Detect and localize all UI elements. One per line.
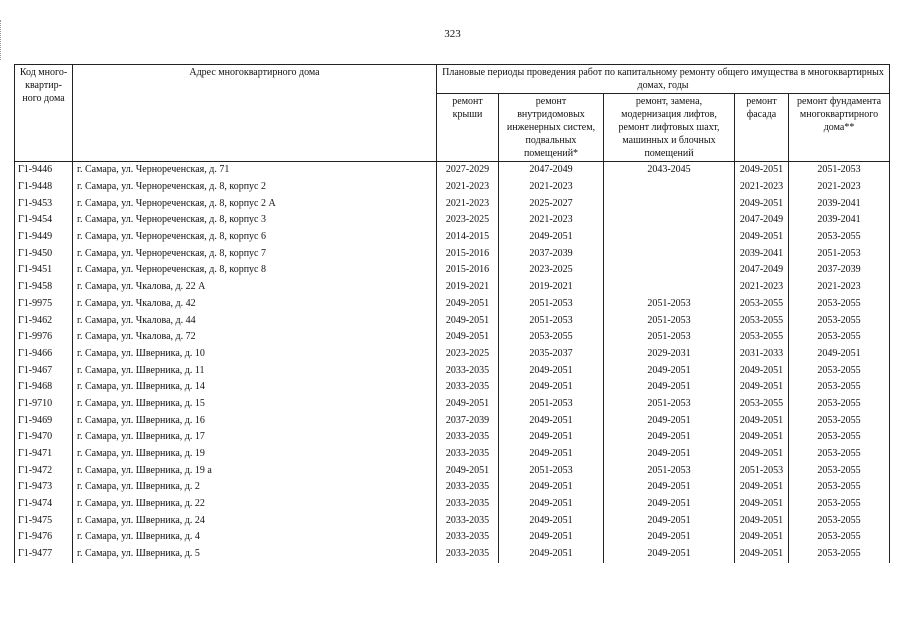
internal-systems-cell: 2049-2051 [499, 446, 604, 463]
foundation-cell: 2037-2039 [789, 262, 890, 279]
facade-cell: 2021-2023 [735, 179, 789, 196]
code-cell: Г1-9454 [15, 212, 73, 229]
code-cell: Г1-9451 [15, 262, 73, 279]
foundation-cell: 2053-2055 [789, 496, 890, 513]
code-cell: Г1-9472 [15, 462, 73, 479]
header-internal-systems: ремонт внутридомовых инженерных систем, подвальных помещений* [499, 94, 604, 162]
facade-cell: 2049-2051 [735, 195, 789, 212]
lifts-cell: 2049-2051 [604, 379, 735, 396]
internal-systems-cell: 2049-2051 [499, 362, 604, 379]
facade-cell: 2039-2041 [735, 245, 789, 262]
header-lifts: ремонт, замена, модернизация лифтов, ремонт лифтовых шахт, машинных и блочных помещений [604, 94, 735, 162]
address-cell: г. Самара, ул. Шверника, д. 16 [73, 412, 437, 429]
address-cell: г. Самара, ул. Шверника, д. 15 [73, 396, 437, 413]
facade-cell: 2049-2051 [735, 379, 789, 396]
internal-systems-cell: 2049-2051 [499, 412, 604, 429]
foundation-cell: 2053-2055 [789, 479, 890, 496]
table-row [15, 396, 890, 413]
foundation-cell: 2053-2055 [789, 296, 890, 313]
lifts-cell [604, 179, 735, 196]
facade-cell: 2049-2051 [735, 479, 789, 496]
facade-cell: 2049-2051 [735, 229, 789, 246]
internal-systems-cell: 2023-2025 [499, 262, 604, 279]
code-cell: Г1-9475 [15, 512, 73, 529]
address-cell: г. Самара, ул. Чернореченская, д. 8, корпус 2 А [73, 195, 437, 212]
roof-cell: 2015-2016 [437, 245, 499, 262]
header-address: Адрес многоквартирного дома [73, 65, 437, 162]
facade-cell: 2049-2051 [735, 162, 789, 179]
table-row [15, 212, 890, 229]
internal-systems-cell: 2035-2037 [499, 346, 604, 363]
facade-cell: 2049-2051 [735, 412, 789, 429]
internal-systems-cell: 2037-2039 [499, 245, 604, 262]
foundation-cell: 2053-2055 [789, 379, 890, 396]
address-cell: г. Самара, ул. Чернореченская, д. 8, корпус 8 [73, 262, 437, 279]
page-number: 323 [444, 28, 461, 40]
foundation-cell: 2039-2041 [789, 195, 890, 212]
foundation-cell: 2051-2053 [789, 245, 890, 262]
foundation-cell: 2053-2055 [789, 462, 890, 479]
repair-schedule-table [14, 64, 890, 563]
foundation-cell: 2051-2053 [789, 162, 890, 179]
code-cell: Г1-9469 [15, 412, 73, 429]
roof-cell: 2049-2051 [437, 312, 499, 329]
internal-systems-cell: 2049-2051 [499, 546, 604, 563]
lifts-cell: 2049-2051 [604, 446, 735, 463]
internal-systems-cell: 2049-2051 [499, 529, 604, 546]
code-cell: Г1-9466 [15, 346, 73, 363]
code-cell: Г1-9450 [15, 245, 73, 262]
header-facade: ремонт фасада [735, 94, 789, 162]
table-row [15, 429, 890, 446]
code-cell: Г1-9462 [15, 312, 73, 329]
internal-systems-cell: 2021-2023 [499, 179, 604, 196]
roof-cell: 2033-2035 [437, 479, 499, 496]
facade-cell: 2031-2033 [735, 346, 789, 363]
header-foundation: ремонт фундамента многоквартирного дома** [789, 94, 890, 162]
foundation-cell: 2053-2055 [789, 229, 890, 246]
internal-systems-cell: 2021-2023 [499, 212, 604, 229]
code-cell: Г1-9453 [15, 195, 73, 212]
internal-systems-cell: 2049-2051 [499, 429, 604, 446]
roof-cell: 2049-2051 [437, 329, 499, 346]
facade-cell: 2049-2051 [735, 512, 789, 529]
code-cell: Г1-9446 [15, 162, 73, 179]
address-cell: г. Самара, ул. Шверника, д. 19 [73, 446, 437, 463]
code-cell: Г1-9473 [15, 479, 73, 496]
internal-systems-cell: 2047-2049 [499, 162, 604, 179]
lifts-cell: 2051-2053 [604, 329, 735, 346]
roof-cell: 2019-2021 [437, 279, 499, 296]
lifts-cell [604, 229, 735, 246]
code-cell: Г1-9474 [15, 496, 73, 513]
foundation-cell: 2049-2051 [789, 346, 890, 363]
internal-systems-cell: 2051-2053 [499, 296, 604, 313]
facade-cell: 2047-2049 [735, 262, 789, 279]
facade-cell: 2021-2023 [735, 279, 789, 296]
roof-cell: 2014-2015 [437, 229, 499, 246]
foundation-cell: 2053-2055 [789, 529, 890, 546]
table-row [15, 296, 890, 313]
lifts-cell: 2049-2051 [604, 496, 735, 513]
roof-cell: 2021-2023 [437, 179, 499, 196]
lifts-cell: 2029-2031 [604, 346, 735, 363]
internal-systems-cell: 2049-2051 [499, 229, 604, 246]
roof-cell: 2021-2023 [437, 195, 499, 212]
internal-systems-cell: 2053-2055 [499, 329, 604, 346]
code-cell: Г1-9449 [15, 229, 73, 246]
internal-systems-cell: 2019-2021 [499, 279, 604, 296]
address-cell: г. Самара, ул. Шверника, д. 24 [73, 512, 437, 529]
roof-cell: 2015-2016 [437, 262, 499, 279]
table-header [15, 65, 890, 162]
facade-cell: 2053-2055 [735, 296, 789, 313]
facade-cell: 2053-2055 [735, 312, 789, 329]
facade-cell: 2049-2051 [735, 529, 789, 546]
scan-artifact [0, 20, 5, 60]
foundation-cell: 2053-2055 [789, 412, 890, 429]
table-row [15, 195, 890, 212]
roof-cell: 2033-2035 [437, 512, 499, 529]
roof-cell: 2049-2051 [437, 462, 499, 479]
lifts-cell: 2051-2053 [604, 312, 735, 329]
foundation-cell: 2053-2055 [789, 312, 890, 329]
internal-systems-cell: 2051-2053 [499, 312, 604, 329]
table-row [15, 162, 890, 179]
facade-cell: 2049-2051 [735, 429, 789, 446]
roof-cell: 2033-2035 [437, 496, 499, 513]
address-cell: г. Самара, ул. Чкалова, д. 22 А [73, 279, 437, 296]
facade-cell: 2049-2051 [735, 446, 789, 463]
code-cell: Г1-9458 [15, 279, 73, 296]
address-cell: г. Самара, ул. Шверника, д. 2 [73, 479, 437, 496]
lifts-cell [604, 262, 735, 279]
lifts-cell [604, 195, 735, 212]
table-row [15, 462, 890, 479]
foundation-cell: 2039-2041 [789, 212, 890, 229]
code-cell: Г1-9477 [15, 546, 73, 563]
lifts-cell: 2049-2051 [604, 429, 735, 446]
roof-cell: 2049-2051 [437, 296, 499, 313]
foundation-cell: 2053-2055 [789, 329, 890, 346]
roof-cell: 2033-2035 [437, 429, 499, 446]
roof-cell: 2023-2025 [437, 346, 499, 363]
address-cell: г. Самара, ул. Шверника, д. 11 [73, 362, 437, 379]
facade-cell: 2049-2051 [735, 362, 789, 379]
table-row [15, 179, 890, 196]
address-cell: г. Самара, ул. Шверника, д. 22 [73, 496, 437, 513]
code-cell: Г1-9448 [15, 179, 73, 196]
address-cell: г. Самара, ул. Шверника, д. 5 [73, 546, 437, 563]
lifts-cell: 2051-2053 [604, 462, 735, 479]
address-cell: г. Самара, ул. Чернореченская, д. 71 [73, 162, 437, 179]
address-cell: г. Самара, ул. Шверника, д. 14 [73, 379, 437, 396]
address-cell: г. Самара, ул. Чкалова, д. 44 [73, 312, 437, 329]
facade-cell: 2053-2055 [735, 396, 789, 413]
table-row [15, 362, 890, 379]
code-cell: Г1-9976 [15, 329, 73, 346]
address-cell: г. Самара, ул. Шверника, д. 19 а [73, 462, 437, 479]
foundation-cell: 2021-2023 [789, 279, 890, 296]
lifts-cell [604, 212, 735, 229]
table-row [15, 379, 890, 396]
table-row [15, 329, 890, 346]
address-cell: г. Самара, ул. Чернореченская, д. 8, корпус 7 [73, 245, 437, 262]
table-row [15, 312, 890, 329]
lifts-cell: 2049-2051 [604, 362, 735, 379]
table-row [15, 245, 890, 262]
foundation-cell: 2053-2055 [789, 362, 890, 379]
internal-systems-cell: 2049-2051 [499, 379, 604, 396]
facade-cell: 2047-2049 [735, 212, 789, 229]
roof-cell: 2037-2039 [437, 412, 499, 429]
internal-systems-cell: 2025-2027 [499, 195, 604, 212]
facade-cell: 2051-2053 [735, 462, 789, 479]
header-code: Код много-квартир-ного дома [15, 65, 73, 162]
roof-cell: 2027-2029 [437, 162, 499, 179]
code-cell: Г1-9476 [15, 529, 73, 546]
foundation-cell: 2053-2055 [789, 512, 890, 529]
foundation-cell: 2053-2055 [789, 546, 890, 563]
lifts-cell: 2043-2045 [604, 162, 735, 179]
address-cell: г. Самара, ул. Чкалова, д. 72 [73, 329, 437, 346]
code-cell: Г1-9468 [15, 379, 73, 396]
foundation-cell: 2053-2055 [789, 396, 890, 413]
address-cell: г. Самара, ул. Шверника, д. 17 [73, 429, 437, 446]
roof-cell: 2033-2035 [437, 446, 499, 463]
table-row [15, 412, 890, 429]
table-row [15, 229, 890, 246]
roof-cell: 2033-2035 [437, 529, 499, 546]
lifts-cell: 2049-2051 [604, 546, 735, 563]
code-cell: Г1-9710 [15, 396, 73, 413]
header-periods: Плановые периоды проведения работ по капитальному ремонту общего имущества в многоквартирных домах, годы [437, 65, 890, 94]
address-cell: г. Самара, ул. Чернореченская, д. 8, корпус 2 [73, 179, 437, 196]
internal-systems-cell: 2049-2051 [499, 496, 604, 513]
foundation-cell: 2053-2055 [789, 446, 890, 463]
lifts-cell: 2049-2051 [604, 512, 735, 529]
table-row [15, 479, 890, 496]
address-cell: г. Самара, ул. Шверника, д. 10 [73, 346, 437, 363]
address-cell: г. Самара, ул. Шверника, д. 4 [73, 529, 437, 546]
facade-cell: 2049-2051 [735, 496, 789, 513]
roof-cell: 2049-2051 [437, 396, 499, 413]
code-cell: Г1-9467 [15, 362, 73, 379]
internal-systems-cell: 2051-2053 [499, 396, 604, 413]
table-row [15, 346, 890, 363]
table-row [15, 496, 890, 513]
roof-cell: 2033-2035 [437, 362, 499, 379]
roof-cell: 2033-2035 [437, 379, 499, 396]
lifts-cell: 2051-2053 [604, 296, 735, 313]
lifts-cell: 2049-2051 [604, 412, 735, 429]
roof-cell: 2033-2035 [437, 546, 499, 563]
table-row [15, 512, 890, 529]
code-cell: Г1-9471 [15, 446, 73, 463]
code-cell: Г1-9975 [15, 296, 73, 313]
table-row [15, 529, 890, 546]
facade-cell: 2049-2051 [735, 546, 789, 563]
table-body [15, 162, 890, 563]
lifts-cell [604, 245, 735, 262]
header-roof: ремонт крыши [437, 94, 499, 162]
table-row [15, 546, 890, 563]
address-cell: г. Самара, ул. Чкалова, д. 42 [73, 296, 437, 313]
facade-cell: 2053-2055 [735, 329, 789, 346]
foundation-cell: 2053-2055 [789, 429, 890, 446]
internal-systems-cell: 2049-2051 [499, 479, 604, 496]
roof-cell: 2023-2025 [437, 212, 499, 229]
code-cell: Г1-9470 [15, 429, 73, 446]
table-row [15, 446, 890, 463]
address-cell: г. Самара, ул. Чернореченская, д. 8, корпус 6 [73, 229, 437, 246]
table-row [15, 262, 890, 279]
internal-systems-cell: 2049-2051 [499, 512, 604, 529]
lifts-cell: 2049-2051 [604, 479, 735, 496]
foundation-cell: 2021-2023 [789, 179, 890, 196]
table-row [15, 279, 890, 296]
internal-systems-cell: 2051-2053 [499, 462, 604, 479]
lifts-cell: 2051-2053 [604, 396, 735, 413]
address-cell: г. Самара, ул. Чернореченская, д. 8, корпус 3 [73, 212, 437, 229]
lifts-cell [604, 279, 735, 296]
lifts-cell: 2049-2051 [604, 529, 735, 546]
